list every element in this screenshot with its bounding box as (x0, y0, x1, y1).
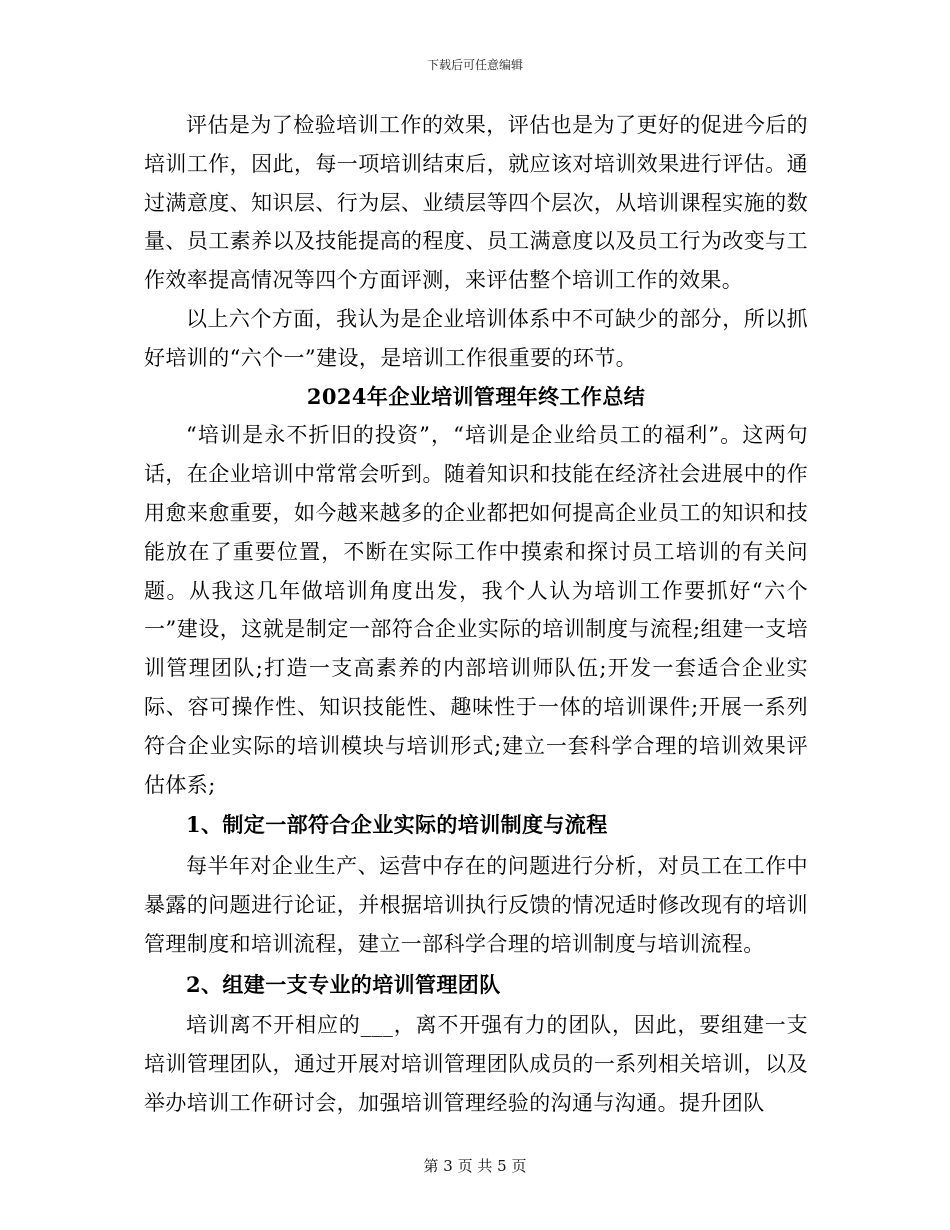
paragraph-section-1: 每半年对企业生产、运营中存在的问题进行分析，对员工在工作中暴露的问题进行论证，并根据培训执行反馈的情况适时修改现有的培训管理制度和培训流程，建立一部科学合理的培训制度与培训流程。 (144, 854, 808, 956)
paragraph-evaluation: 评估是为了检验培训工作的效果，评估也是为了更好的促进今后的培训工作，因此，每一项培训结束后，就应该对培训效果进行评估。通过满意度、知识层、行为层、业绩层等四个层次，从培训课程实施的数量、员工素养以及技能提高的程度、员工满意度以及员工行为改变与工作效率提高情况等四个方面评测，来评估整个培训工作的效果。 (144, 113, 808, 293)
paragraph-intro: “培训是永不折旧的投资”，“培训是企业给员工的福利”。这两句话，在企业培训中常常会听到。随着知识和技能在经济社会进展中的作用愈来愈重要，如今越来越多的企业都把如何提高企业员工的知识和技能放在了重要位置，不断在实际工作中摸索和探讨员工培训的有关问题。从我这几年做培训角度出发，我个人认为培训工作要抓好“六个一”建设，这就是制定一部符合企业实际的培训制度与流程;组建一支培训管理团队;打造一支高素养的内部培训师队伍;开发一套适合企业实际、容可操作性、知识技能性、趣味性于一体的培训课件;开展一系列符合企业实际的培训模块与培训形式;建立一套科学合理的培训效果评估体系; (144, 423, 808, 797)
section-heading-2: 2、组建一支专业的培训管理团队 (186, 971, 501, 997)
document-title: 2024年企业培训管理年终工作总结 (306, 383, 646, 409)
paragraph-section-2: 培训离不开相应的___，离不开强有力的团队，因此，要组建一支培训管理团队，通过开展对培训管理团队成员的一系列相关培训，以及举办培训工作研讨会，加强培训管理经验的沟通与沟通。提升团队 (144, 1013, 808, 1115)
page-header-note: 下载后可任意编辑 (426, 58, 523, 72)
section-heading-1: 1、制定一部符合企业实际的培训制度与流程 (186, 812, 608, 838)
paragraph-six-aspects: 以上六个方面，我认为是企业培训体系中不可缺少的部分，所以抓好培训的“六个一”建设，是培训工作很重要的环节。 (144, 306, 808, 370)
document-body (144, 106, 808, 1123)
page-number-footer: 第 3 页 共 5 页 (423, 1157, 527, 1175)
